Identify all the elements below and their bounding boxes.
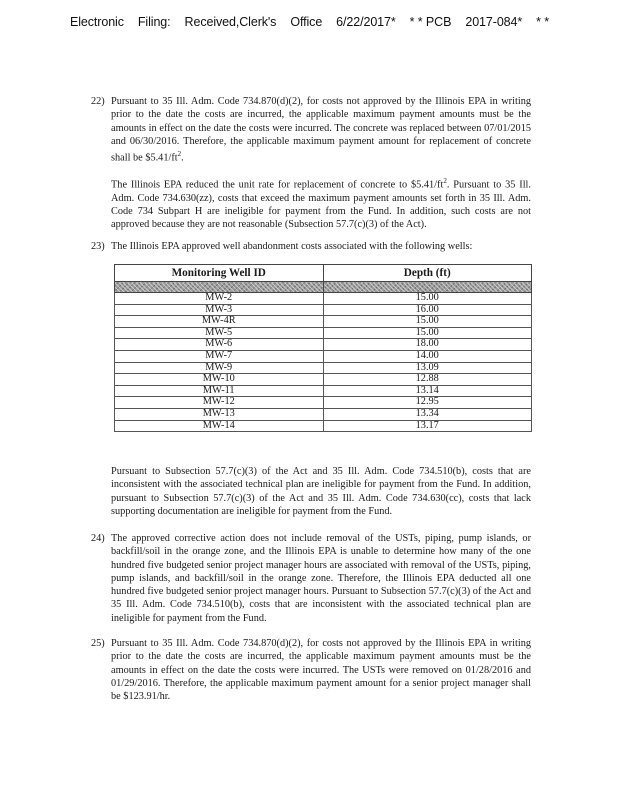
item-22 [91, 95, 531, 165]
well-id-cell: MW-9 [115, 362, 324, 374]
depth-cell: 15.00 [323, 316, 532, 328]
table-row [115, 385, 532, 397]
item-24-number: 24) [91, 533, 105, 544]
depth-cell: 18.00 [323, 339, 532, 351]
filing-stamp-filing: Filing: [137, 15, 171, 29]
table-hatched-separator [115, 282, 532, 293]
well-id-cell: MW-12 [115, 397, 324, 409]
depth-cell: 13.34 [323, 408, 532, 420]
depth-cell: 15.00 [323, 327, 532, 339]
table-row [115, 408, 532, 420]
table-row [115, 420, 532, 432]
item-23-after-table: Pursuant to Subsection 57.7(c)(3) of the Act and 35 Ill. Adm. Code 734.510(b), costs that are inconsistent with the associated technical plan are ineligible for payment from the Fund. In addition, pursuant to Subsection 57.7(c)(3) of the Act and 35 Ill. Adm. Code 734.630(cc), costs that lack supporting documentation are ineligible for payment from the Fund. [111, 466, 531, 517]
well-id-cell: MW-13 [115, 408, 324, 420]
item-24 [91, 532, 531, 625]
well-id-cell: MW-14 [115, 420, 324, 432]
filing-stamp-date: 6/22/2017* [336, 15, 396, 29]
table-row [115, 293, 532, 305]
table-row [115, 304, 532, 316]
electronic-filing-stamp [70, 15, 563, 29]
table-row [115, 327, 532, 339]
filing-stamp-electronic: Electronic [70, 15, 124, 29]
table-row [115, 362, 532, 374]
item-25 [91, 637, 531, 703]
table-row [115, 374, 532, 386]
depth-cell: 14.00 [323, 350, 532, 362]
table-row [115, 397, 532, 409]
item-23-number: 23) [91, 241, 105, 252]
depth-cell: 12.95 [323, 397, 532, 409]
item-25-number: 25) [91, 638, 105, 649]
item-22-paragraph-2: The Illinois EPA reduced the unit rate for replacement of concrete to $\$5.41/ft^2$. Pursuant to 35 Ill. Adm. Code 734.630(zz), costs that exceed the maximum payment amounts set forth in 35 Ill. Adm. Code 734 Subpart H are ineligible for payment from the Fund. In addition, such costs are not approved because they are not reasonable (Subsection 57.7(c)(3) of the Act). [111, 177, 531, 231]
depth-cell: 16.00 [323, 304, 532, 316]
filing-stamp-case-number: 2017-084* [465, 15, 523, 29]
item-24-text: The approved corrective action does not include removal of the USTs, piping, pump islands, or backfill/soil in the orange zone, and the Illinois EPA is unable to determine how many of the one hundred five budgeted senior project manager hours are associated with removal of the USTs, piping, pump islands, and backfill/soil in the orange zone. Therefore, the Illinois EPA deducted all one hundred five budgeted senior project manager hours. Pursuant to Subsection 57.7(c)(3) of the Act and 35 Ill. Adm. Code 734.510(b), costs that are inconsistent with the associated technical plan are ineligible for payment from the Fund. [111, 533, 531, 624]
table-row [115, 350, 532, 362]
item-23-text: The Illinois EPA approved well abandonment costs associated with the following wells: [111, 241, 473, 252]
well-id-cell: MW-5 [115, 327, 324, 339]
filing-stamp-end: * * [536, 15, 550, 29]
well-id-cell: MW-10 [115, 374, 324, 386]
well-id-cell: MW-2 [115, 293, 324, 305]
filing-stamp-pcb: * * PCB [409, 15, 452, 29]
depth-cell: 13.14 [323, 385, 532, 397]
depth-cell: 13.17 [323, 420, 532, 432]
filing-stamp-received: Received,Clerk's [184, 15, 277, 29]
depth-cell: 13.09 [323, 362, 532, 374]
item-23 [91, 240, 531, 253]
well-id-cell: MW-4R [115, 316, 324, 328]
table-header-depth: Depth (ft) [323, 265, 532, 282]
table-header-well-id: Monitoring Well ID [115, 265, 324, 282]
table-row [115, 316, 532, 328]
well-id-cell: MW-11 [115, 385, 324, 397]
well-id-cell: MW-6 [115, 339, 324, 351]
well-id-cell: MW-7 [115, 350, 324, 362]
item-22-text: Pursuant to 35 Ill. Adm. Code 734.870(d)(2), for costs not approved by the Illinois EPA in writing prior to the date the costs are incurred, the applicable maximum payment amounts must be the amounts in effect on the date the costs were incurred. The concrete was replaced between 07/01/2015 and 06/30/2016. Therefore, the applicable maximum payment amount for replacement of concrete shall be $\$5.41/ft^2$. [111, 96, 531, 164]
depth-cell: 15.00 [323, 293, 532, 305]
well-id-cell: MW-3 [115, 304, 324, 316]
depth-cell: 12.88 [323, 374, 532, 386]
monitoring-wells-table [114, 264, 532, 432]
filing-stamp-office: Office [290, 15, 323, 29]
item-22-number: 22) [91, 96, 105, 107]
table-row [115, 339, 532, 351]
item-25-text: Pursuant to 35 Ill. Adm. Code 734.870(d)(2), for costs not approved by the Illinois EPA in writing prior to the date the costs are incurred, the applicable maximum payment amounts must be the amounts in effect on the date the costs were incurred. The USTs were removed on 01/28/2016 and 01/29/2016. Therefore, the applicable maximum payment amount for a senior project manager shall be $123.91/hr. [111, 638, 531, 703]
